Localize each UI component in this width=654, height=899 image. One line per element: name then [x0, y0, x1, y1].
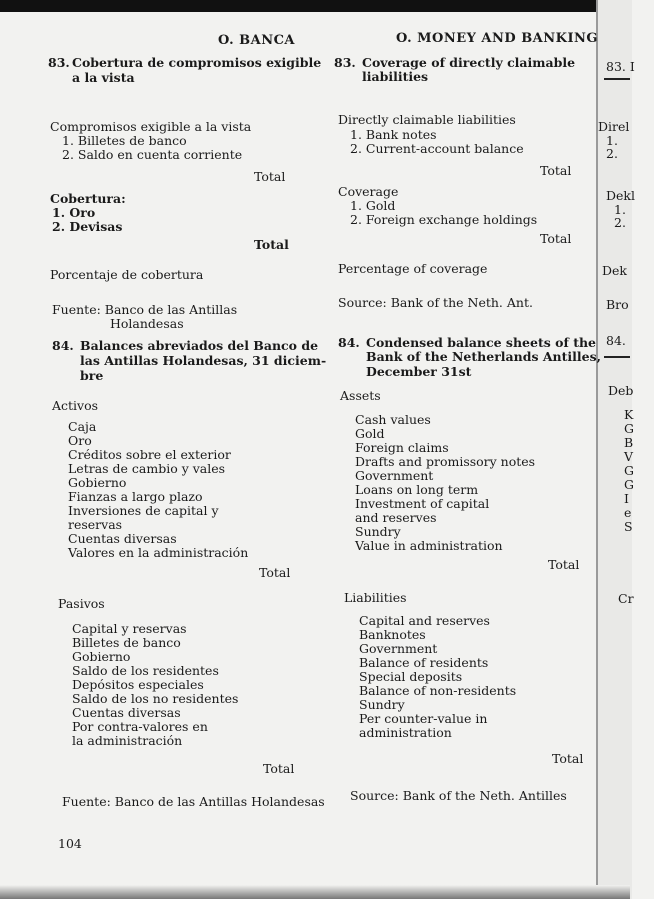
next-page-fragment: V — [624, 449, 634, 464]
page-number: 104 — [58, 836, 82, 851]
right-liab-label: Directly claimable liabilities — [338, 112, 516, 127]
left-source-2: Fuente: Banco de las Antillas Holandesas — [62, 794, 325, 809]
right-asset-item: Government — [355, 468, 434, 483]
left-liab-row: Billetes de banco — [72, 635, 181, 650]
left-source-cont: Holandesas — [110, 316, 184, 331]
scan-top-border — [0, 0, 630, 12]
left-section-header: O. BANCA — [218, 33, 296, 48]
right-liab-row: Balance of residents — [359, 655, 489, 670]
right-liab-row: administration — [359, 725, 452, 740]
right-assets-label: Assets — [340, 388, 381, 403]
right-asset-item: Value in administration — [355, 538, 503, 553]
next-page-fragment: I — [624, 491, 629, 506]
right-source: Source: Bank of the Neth. Ant. — [338, 295, 533, 310]
left-s83-number: 83. — [48, 55, 70, 70]
right-liab-row: Balance of non-residents — [359, 683, 517, 698]
right-liab-row: Per counter-value in — [359, 711, 488, 726]
next-page-fragment: Direl — [598, 119, 630, 134]
left-asset-item: Inversiones de capital y — [68, 503, 219, 518]
left-s83-title: Cobertura de compromisos exigible — [72, 55, 322, 70]
left-liabs-total: Total — [263, 761, 295, 776]
right-s84-number: 84. — [338, 335, 360, 350]
next-page-fragment: Deb — [608, 383, 634, 398]
left-liab-row: Capital y reservas — [72, 621, 187, 636]
left-asset-item: Oro — [68, 433, 92, 448]
next-page-fragment: 1. — [606, 133, 618, 148]
right-asset-item: Loans on long term — [355, 482, 479, 497]
left-asset-item: Fianzas a largo plazo — [68, 489, 203, 504]
left-asset-item: Letras de cambio y vales — [68, 461, 226, 476]
right-liab-row: Capital and reserves — [359, 613, 490, 628]
left-asset-item: Créditos sobre el exterior — [68, 447, 231, 462]
next-page-fragment: G — [624, 463, 634, 478]
next-page-fragment: K — [624, 407, 634, 422]
scan-bottom-shadow — [0, 885, 630, 899]
left-liab-item: 1. Billetes de banco — [62, 133, 187, 148]
left-liab-row: Gobierno — [72, 649, 131, 664]
left-asset-item: Valores en la administración — [68, 545, 249, 560]
left-cov-item: 2. Devisas — [52, 219, 123, 234]
left-asset-item: reservas — [68, 517, 123, 532]
left-assets-total: Total — [259, 565, 291, 580]
next-page-fragment: Cr — [618, 591, 634, 606]
right-s83-title: Coverage of directly claimable — [362, 55, 576, 70]
left-s83-title-cont: a la vista — [72, 70, 135, 85]
right-cov-item: 2. Foreign exchange holdings — [350, 212, 538, 227]
right-s84-title: Condensed balance sheets of the — [366, 335, 597, 350]
left-liab-item: 2. Saldo en cuenta corriente — [62, 147, 243, 162]
left-asset-item: Caja — [68, 419, 97, 434]
right-asset-item: Drafts and promissory notes — [355, 454, 536, 469]
left-s84-title-cont: bre — [80, 368, 104, 383]
left-liabs-label: Pasivos — [58, 596, 105, 611]
left-liab-row: Depósitos especiales — [72, 677, 204, 692]
right-assets-total: Total — [548, 557, 580, 572]
right-s83-number: 83. — [334, 55, 356, 70]
next-page-rule — [604, 78, 630, 80]
right-asset-item: Cash values — [355, 412, 431, 427]
right-cov-item: 1. Gold — [350, 198, 396, 213]
left-assets-label: Activos — [52, 398, 99, 413]
right-asset-item: Sundry — [355, 524, 401, 539]
right-asset-item: Foreign claims — [355, 440, 449, 455]
right-liabs-label: Liabilities — [344, 590, 407, 605]
right-asset-item: Gold — [355, 426, 385, 441]
right-asset-item: and reserves — [355, 510, 437, 525]
next-page-fragment: S — [624, 519, 633, 534]
right-percentage: Percentage of coverage — [338, 261, 488, 276]
next-page-fragment: Dek — [602, 263, 627, 278]
left-cov-total: Total — [254, 237, 289, 252]
right-liab-row: Sundry — [359, 697, 405, 712]
left-cov-item: 1. Oro — [52, 205, 96, 220]
next-page-fragment: G — [624, 477, 634, 492]
left-s84-title: Balances abreviados del Banco de — [80, 338, 319, 353]
next-page-fragment: Dekl — [606, 188, 635, 203]
next-page-fragment: G — [624, 421, 634, 436]
right-asset-item: Investment of capital — [355, 496, 490, 511]
right-source-2: Source: Bank of the Neth. Antilles — [350, 788, 567, 803]
next-page-fragment: 84. — [606, 333, 626, 348]
right-liab-total: Total — [540, 163, 572, 178]
left-liab-row: Saldo de los no residentes — [72, 691, 239, 706]
next-page-rule — [604, 356, 630, 358]
next-page-fragment: 2. — [614, 215, 626, 230]
next-page-fragment: 1. — [614, 202, 626, 217]
left-liab-row: Cuentas diversas — [72, 705, 181, 720]
right-liab-row: Banknotes — [359, 627, 426, 642]
right-liab-row: Government — [359, 641, 438, 656]
left-asset-item: Cuentas diversas — [68, 531, 177, 546]
left-cov-label: Cobertura: — [50, 191, 126, 206]
right-section-header: O. MONEY AND BANKING — [396, 31, 599, 46]
right-liab-item: 1. Bank notes — [350, 127, 437, 142]
left-liab-row: Saldo de los residentes — [72, 663, 219, 678]
right-s84-title-cont: Bank of the Netherlands Antilles, — [366, 349, 601, 364]
right-s84-title-cont: December 31st — [366, 364, 472, 379]
right-cov-label: Coverage — [338, 184, 399, 199]
next-page-fragment: e — [624, 505, 632, 520]
left-liab-label: Compromisos exigible a la vista — [50, 119, 252, 134]
right-liabs-total: Total — [552, 751, 584, 766]
left-liab-row: Por contra-valores en — [72, 719, 208, 734]
right-s83-title-cont: liabilities — [362, 69, 429, 84]
right-cov-total: Total — [540, 231, 572, 246]
next-page-fragment: 2. — [606, 146, 618, 161]
left-percentage: Porcentaje de cobertura — [50, 267, 204, 282]
next-page-fragment: B — [624, 435, 634, 450]
next-page-fragment: 83. I — [606, 59, 635, 74]
right-liab-item: 2. Current-account balance — [350, 141, 524, 156]
left-asset-item: Gobierno — [68, 475, 127, 490]
left-source: Fuente: Banco de las Antillas — [52, 302, 238, 317]
left-liab-row: la administración — [72, 733, 183, 748]
right-liab-row: Special deposits — [359, 669, 463, 684]
left-s84-number: 84. — [52, 338, 74, 353]
left-s84-title-cont: las Antillas Holandesas, 31 diciem- — [80, 353, 327, 368]
left-liab-total: Total — [254, 169, 286, 184]
next-page-fragment: Bro — [606, 297, 629, 312]
